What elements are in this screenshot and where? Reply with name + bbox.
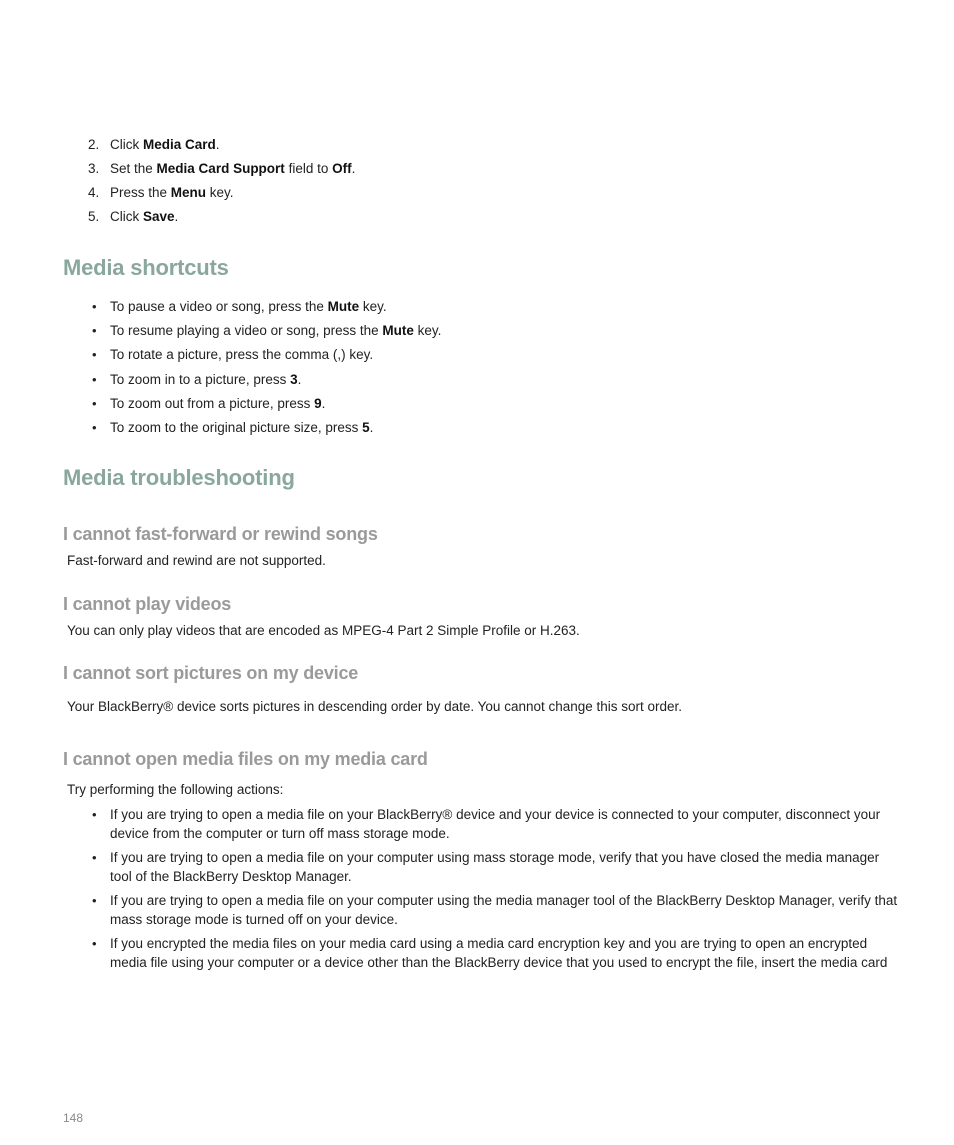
step-text: Click Save. (110, 209, 179, 224)
topic-heading-fast-forward: I cannot fast-forward or rewind songs (63, 524, 378, 544)
step-text: Click Media Card. (110, 137, 220, 152)
bullet-icon: • (92, 850, 97, 865)
topic-heading-play-videos: I cannot play videos (63, 594, 232, 614)
shortcuts-list (64, 297, 904, 442)
topic-text-sort-pictures: Your BlackBerry® device sorts pictures in descending order by date. You cannot change this sort order. (67, 699, 683, 714)
step-number: 4. (88, 185, 100, 200)
list-item: • To rotate a picture, press the comma (,) key. (64, 345, 904, 370)
topic-text-play-videos: You can only play videos that are encoded as MPEG-4 Part 2 Simple Profile or H.263. (67, 623, 580, 638)
step-number: 2. (88, 137, 100, 152)
topic-text-fast-forward: Fast-forward and rewind are not supported. (67, 553, 326, 568)
step-item (64, 160, 355, 184)
page-number: 148 (63, 1111, 84, 1125)
list-item-text: If you encrypted the media files on your media card using a media card encryption key and you are trying to open an encrypted media file using your computer or a device other than the BlackBerry device that you used to encrypt the file, insert the media card (110, 936, 888, 970)
bullet-icon: • (92, 893, 97, 908)
list-item-text: If you are trying to open a media file on your computer using mass storage mode, verify that you have closed the media manager tool of the BlackBerry Desktop Manager. (110, 850, 880, 884)
step-text: Set the Media Card Support field to Off. (110, 161, 356, 176)
list-item: • To pause a video or song, press the Mute key. (64, 297, 904, 321)
step-item (64, 208, 355, 232)
bullet-icon: • (92, 396, 97, 411)
list-item (64, 891, 904, 934)
bullet-icon: • (92, 347, 97, 362)
topic-heading-open-media: I cannot open media files on my media card (63, 749, 428, 769)
topic-intro-open-media: Try performing the following actions: (67, 782, 284, 797)
bullet-icon: • (92, 936, 97, 951)
step-item (64, 136, 355, 160)
list-item: • To zoom out from a picture, press 9. (64, 394, 904, 418)
list-item (64, 805, 904, 848)
list-item (64, 934, 904, 977)
bullet-icon: • (92, 807, 97, 822)
open-media-actions-list (64, 805, 904, 977)
list-item-text: If you are trying to open a media file on your computer using the media manager tool of the BlackBerry Desktop Manager, verify that mass storage mode is turned off on your device. (110, 893, 898, 927)
bullet-icon: • (92, 323, 97, 338)
step-number: 5. (88, 209, 100, 224)
steps-list (64, 136, 355, 232)
list-item-text: If you are trying to open a media file on your BlackBerry® device and your device is connected to your computer, disconnect your device from the computer or turn off mass storage mode. (110, 807, 881, 841)
step-text: Press the Menu key. (110, 185, 234, 200)
step-number: 3. (88, 161, 100, 176)
list-item: • To zoom to the original picture size, press 5. (64, 418, 904, 442)
step-item (64, 184, 355, 208)
bullet-icon: • (92, 372, 97, 387)
list-item: • To resume playing a video or song, press the Mute key. (64, 321, 904, 345)
section-heading-media-troubleshooting: Media troubleshooting (63, 465, 295, 490)
topic-heading-sort-pictures: I cannot sort pictures on my device (63, 663, 359, 683)
bullet-icon: • (92, 420, 97, 435)
list-item: • To zoom in to a picture, press 3. (64, 370, 904, 394)
section-heading-media-shortcuts: Media shortcuts (63, 255, 229, 280)
list-item (64, 848, 904, 891)
bullet-icon: • (92, 299, 97, 314)
